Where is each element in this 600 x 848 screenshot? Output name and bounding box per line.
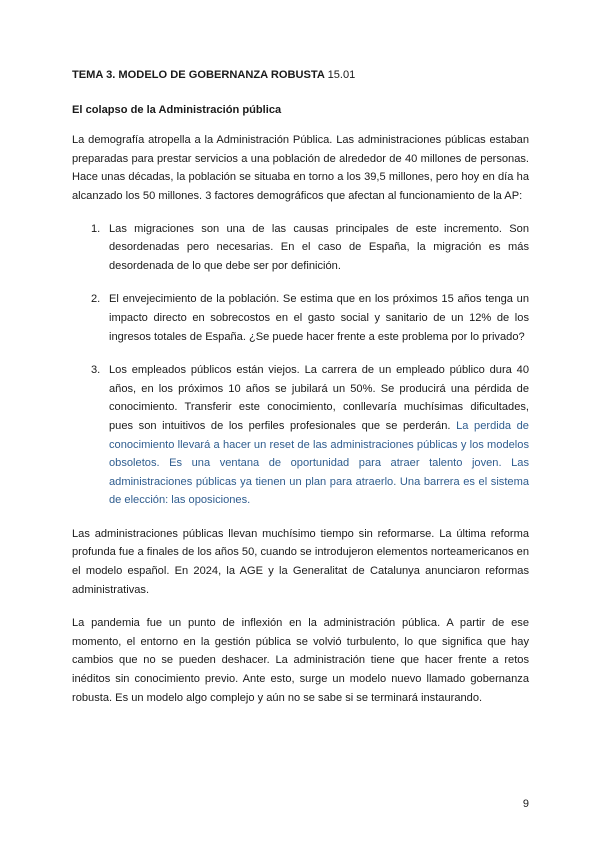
pandemic-paragraph: La pandemia fue un punto de inflexión en la administración pública. A partir de ese momento, el entorno en la gestión pública se volvió turbulento, lo que significa que hay cambios que no se pueden deshacer. La administración tiene que hacer frente a retos inéditos sin conocimiento previo. Ante esto, surge un modelo nuevo llamado gobernanza robusta. Es un modelo algo complejo y aún no se sabe si se terminará instaurando. (72, 617, 529, 704)
page-number: 9 (522, 798, 529, 810)
document-page (72, 66, 529, 707)
list-item (72, 290, 529, 346)
factors-list (72, 220, 529, 510)
list-item-number: 3. (91, 364, 101, 377)
heading-title: TEMA 3. MODELO DE GOBERNANZA ROBUSTA (72, 69, 325, 81)
list-item-text: Las migraciones son una de las causas principales de este incremento. Son desordenadas pero necesarias. En el caso de España, la migración es más desordenada de lo que debe ser por definición. (109, 222, 529, 272)
document-heading (72, 66, 529, 85)
heading-date: 15.01 (327, 69, 356, 81)
list-item-text: Los empleados públicos están viejos. La carrera de un empleado público dura 40 años, en los próximos 10 años se jubilará un 50%. Se producirá una pérdida de conocimiento. Transferir este conocimiento, conllevaría muchísimas dificultades, pues son intuitivos de los perfiles profesionales que se perderán. (109, 364, 529, 432)
list-item (72, 220, 529, 276)
section-title: El colapso de la Administración pública (72, 103, 282, 116)
list-item-number: 1. (91, 222, 101, 235)
list-item-text: El envejecimiento de la población. Se estima que en los próximos 15 años tenga un impacto directo en sobrecostos en el gasto social y sanitario de un 12% de los ingresos totales de España. ¿Se puede hacer frente a este problema por lo privado? (109, 293, 529, 343)
list-item (72, 361, 529, 510)
intro-paragraph: La demografía atropella a la Administración Pública. Las administraciones públicas estaban preparadas para prestar servicios a una población de alrededor de 40 millones de personas. Hace unas décadas, la población se situaba en torno a los 39,5 millones, pero hoy en día ha alcanzado los 50 millones. 3 factores demográficos que afectan al funcionamiento de la AP: (72, 134, 529, 202)
reform-paragraph: Las administraciones públicas llevan muchísimo tiempo sin reformarse. La última reforma profunda fue a finales de los años 50, cuando se introdujeron elementos norteamericanos en el modelo español. En 2024, la AGE y la Generalitat de Catalunya anunciaron reformas administrativas. (72, 527, 529, 596)
highlighted-text: La perdida de conocimiento llevará a hacer un reset de las administraciones públicas y los modelos obsoletos. Es una ventana de oportunidad para atraer talento joven. Las administraciones públicas ya tienen un plan para atraerlo. Una barrera es el sistema de elección: las oposiciones. (109, 419, 529, 507)
list-item-number: 2. (91, 293, 101, 306)
